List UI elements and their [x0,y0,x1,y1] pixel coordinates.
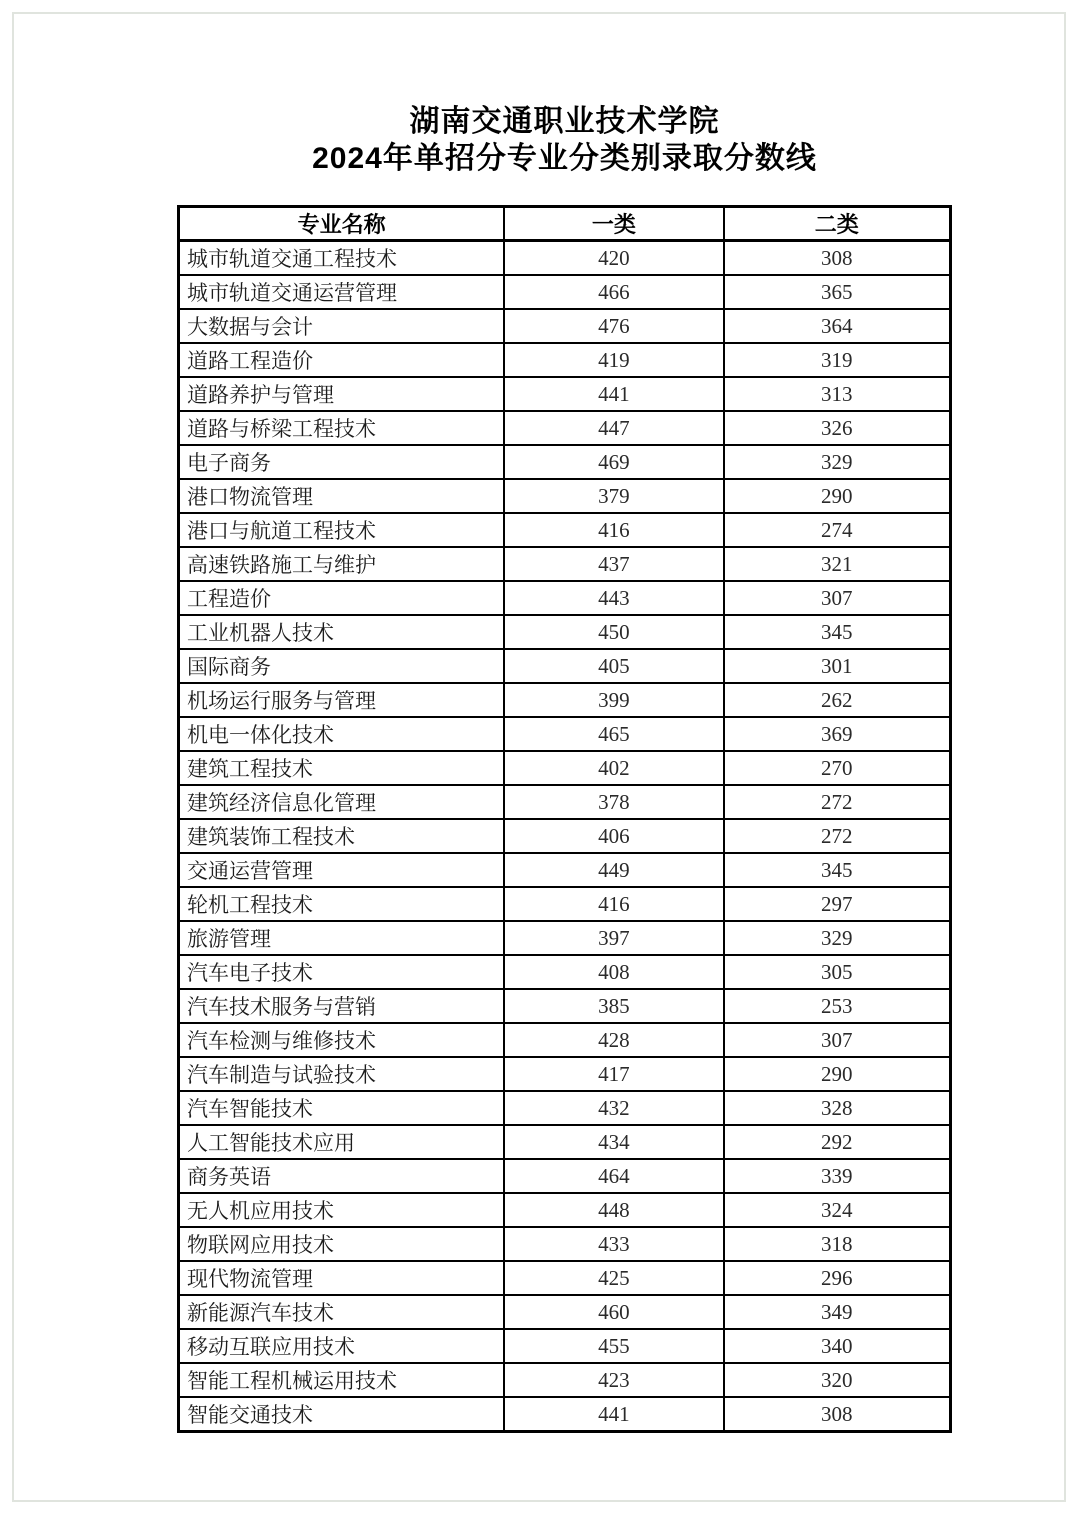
class-two-score-cell: 292 [724,1125,951,1159]
table-row [179,309,951,343]
class-two-score-cell: 324 [724,1193,951,1227]
class-two-score-cell: 321 [724,547,951,581]
class-two-score-cell: 308 [724,1397,951,1432]
class-one-score-cell: 420 [504,241,723,276]
class-one-score-cell: 460 [504,1295,723,1329]
class-one-score-cell: 437 [504,547,723,581]
title-line-school: 湖南交通职业技术学院 [409,105,720,138]
table-row [179,343,951,377]
header-class-one: 一类 [504,207,723,241]
table-row [179,1023,951,1057]
table-row [179,1397,951,1432]
major-name-cell: 汽车技术服务与营销 [179,989,505,1023]
table-row [179,1057,951,1091]
major-name-cell: 工业机器人技术 [179,615,505,649]
table-row [179,445,951,479]
title-line-subject: 2024年单招分专业分类别录取分数线 [312,142,817,175]
class-one-score-cell: 433 [504,1227,723,1261]
class-two-score-cell: 297 [724,887,951,921]
class-one-score-cell: 449 [504,853,723,887]
table-row [179,411,951,445]
major-name-cell: 机场运行服务与管理 [179,683,505,717]
class-two-score-cell: 328 [724,1091,951,1125]
table-row [179,989,951,1023]
major-name-cell: 高速铁路施工与维护 [179,547,505,581]
class-one-score-cell: 402 [504,751,723,785]
major-name-cell: 道路养护与管理 [179,377,505,411]
class-two-score-cell: 319 [724,343,951,377]
document-content [177,0,952,1433]
table-row [179,513,951,547]
class-two-score-cell: 364 [724,309,951,343]
class-one-score-cell: 425 [504,1261,723,1295]
document-title [177,0,952,177]
major-name-cell: 城市轨道交通工程技术 [179,241,505,276]
class-two-score-cell: 301 [724,649,951,683]
major-name-cell: 轮机工程技术 [179,887,505,921]
header-class-two: 二类 [724,207,951,241]
major-name-cell: 建筑装饰工程技术 [179,819,505,853]
class-one-score-cell: 416 [504,513,723,547]
class-one-score-cell: 408 [504,955,723,989]
major-name-cell: 国际商务 [179,649,505,683]
class-one-score-cell: 434 [504,1125,723,1159]
major-name-cell: 汽车电子技术 [179,955,505,989]
score-table-body [179,241,951,1432]
class-one-score-cell: 397 [504,921,723,955]
major-name-cell: 新能源汽车技术 [179,1295,505,1329]
major-name-cell: 道路工程造价 [179,343,505,377]
major-name-cell: 现代物流管理 [179,1261,505,1295]
class-two-score-cell: 270 [724,751,951,785]
table-row [179,785,951,819]
class-one-score-cell: 419 [504,343,723,377]
major-name-cell: 商务英语 [179,1159,505,1193]
table-row [179,955,951,989]
class-two-score-cell: 307 [724,581,951,615]
table-row [179,1227,951,1261]
class-one-score-cell: 466 [504,275,723,309]
major-name-cell: 汽车制造与试验技术 [179,1057,505,1091]
major-name-cell: 城市轨道交通运营管理 [179,275,505,309]
table-row [179,921,951,955]
major-name-cell: 物联网应用技术 [179,1227,505,1261]
class-one-score-cell: 441 [504,1397,723,1432]
table-row [179,1295,951,1329]
major-name-cell: 人工智能技术应用 [179,1125,505,1159]
table-row [179,1125,951,1159]
major-name-cell: 交通运营管理 [179,853,505,887]
class-two-score-cell: 313 [724,377,951,411]
class-two-score-cell: 329 [724,445,951,479]
major-name-cell: 港口物流管理 [179,479,505,513]
table-row [179,1363,951,1397]
class-one-score-cell: 416 [504,887,723,921]
class-one-score-cell: 476 [504,309,723,343]
class-one-score-cell: 379 [504,479,723,513]
class-one-score-cell: 423 [504,1363,723,1397]
major-name-cell: 智能交通技术 [179,1397,505,1432]
class-one-score-cell: 443 [504,581,723,615]
table-row [179,1159,951,1193]
class-two-score-cell: 326 [724,411,951,445]
class-two-score-cell: 318 [724,1227,951,1261]
class-two-score-cell: 320 [724,1363,951,1397]
class-two-score-cell: 296 [724,1261,951,1295]
class-two-score-cell: 305 [724,955,951,989]
class-one-score-cell: 464 [504,1159,723,1193]
class-two-score-cell: 369 [724,717,951,751]
class-one-score-cell: 405 [504,649,723,683]
class-one-score-cell: 385 [504,989,723,1023]
table-row [179,1261,951,1295]
class-one-score-cell: 432 [504,1091,723,1125]
class-one-score-cell: 450 [504,615,723,649]
major-name-cell: 大数据与会计 [179,309,505,343]
table-row [179,683,951,717]
class-one-score-cell: 428 [504,1023,723,1057]
class-two-score-cell: 339 [724,1159,951,1193]
table-row [179,853,951,887]
class-two-score-cell: 329 [724,921,951,955]
table-header-row [179,207,951,241]
major-name-cell: 道路与桥梁工程技术 [179,411,505,445]
class-two-score-cell: 345 [724,615,951,649]
major-name-cell: 电子商务 [179,445,505,479]
major-name-cell: 无人机应用技术 [179,1193,505,1227]
table-row [179,887,951,921]
class-two-score-cell: 365 [724,275,951,309]
class-two-score-cell: 290 [724,479,951,513]
class-two-score-cell: 272 [724,819,951,853]
table-row [179,649,951,683]
major-name-cell: 机电一体化技术 [179,717,505,751]
class-one-score-cell: 447 [504,411,723,445]
class-two-score-cell: 307 [724,1023,951,1057]
table-row [179,1329,951,1363]
table-row [179,751,951,785]
major-name-cell: 移动互联应用技术 [179,1329,505,1363]
table-row [179,1091,951,1125]
header-major-name: 专业名称 [179,207,505,241]
class-one-score-cell: 441 [504,377,723,411]
class-one-score-cell: 465 [504,717,723,751]
major-name-cell: 港口与航道工程技术 [179,513,505,547]
major-name-cell: 工程造价 [179,581,505,615]
class-two-score-cell: 349 [724,1295,951,1329]
class-one-score-cell: 378 [504,785,723,819]
class-two-score-cell: 290 [724,1057,951,1091]
class-one-score-cell: 417 [504,1057,723,1091]
table-row [179,717,951,751]
major-name-cell: 建筑经济信息化管理 [179,785,505,819]
table-row [179,819,951,853]
table-row [179,275,951,309]
class-two-score-cell: 345 [724,853,951,887]
table-row [179,615,951,649]
class-two-score-cell: 274 [724,513,951,547]
table-row [179,581,951,615]
major-name-cell: 汽车智能技术 [179,1091,505,1125]
major-name-cell: 旅游管理 [179,921,505,955]
class-two-score-cell: 308 [724,241,951,276]
class-one-score-cell: 455 [504,1329,723,1363]
table-row [179,241,951,276]
class-two-score-cell: 340 [724,1329,951,1363]
class-one-score-cell: 469 [504,445,723,479]
table-row [179,547,951,581]
table-row [179,377,951,411]
admission-score-table [177,205,952,1433]
major-name-cell: 汽车检测与维修技术 [179,1023,505,1057]
class-one-score-cell: 399 [504,683,723,717]
major-name-cell: 建筑工程技术 [179,751,505,785]
class-two-score-cell: 262 [724,683,951,717]
table-row [179,479,951,513]
class-one-score-cell: 406 [504,819,723,853]
major-name-cell: 智能工程机械运用技术 [179,1363,505,1397]
table-row [179,1193,951,1227]
class-two-score-cell: 253 [724,989,951,1023]
class-two-score-cell: 272 [724,785,951,819]
class-one-score-cell: 448 [504,1193,723,1227]
